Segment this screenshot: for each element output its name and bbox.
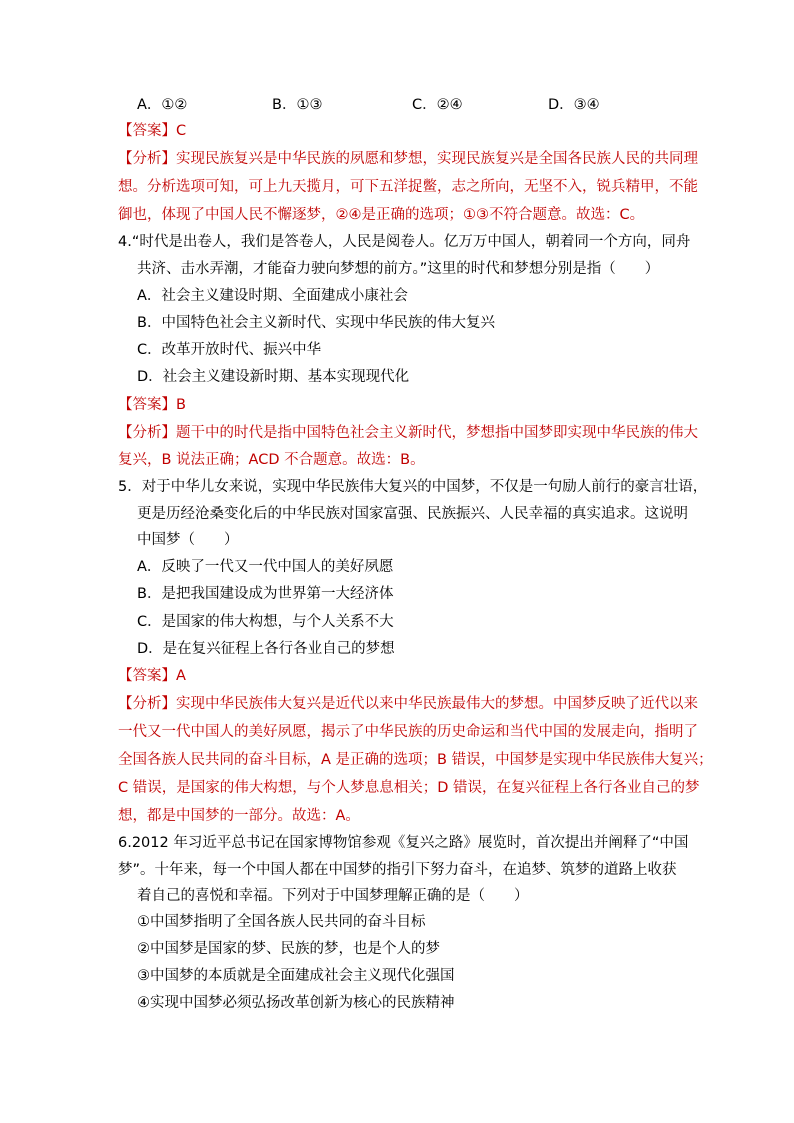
answer-value: A (176, 668, 186, 684)
q6-item-3: ③中国梦的本质就是全面建成社会主义现代化强国 (137, 968, 455, 984)
analysis-text: 题干中的时代是指中国特色社会主义新时代，梦想指中国梦即实现中华民族的伟大 (176, 425, 698, 441)
q5-option-a: A．反映了一代又一代中国人的美好夙愿 (137, 559, 394, 575)
q5-option-d: D．是在复兴征程上各行各业自己的梦想 (137, 641, 395, 657)
q3-option-c: C．②④ (412, 97, 463, 113)
q5-stem-line-2: 更是历经沧桑变化后的中华民族对国家富强、民族振兴、人民幸福的真实追求。这说明 (137, 506, 688, 522)
q3-option-b: B．①③ (272, 97, 323, 113)
q5-analysis-line-4: C 错误，是国家的伟大构想，与个人梦息息相关；D 错误，在复兴征程上各行各业自己的梦 (118, 780, 700, 796)
q5-analysis-line-2: 一代又一代中国人的美好夙愿，揭示了中华民族的历史命运和当代中国的发展走向，指明了 (118, 724, 698, 740)
q5-analysis-line-5: 想，都是中国梦的一部分。故选：A。 (118, 808, 360, 824)
q4-option-a: A．社会主义建设时期、全面建成小康社会 (137, 288, 408, 304)
q6-stem-line-3: 着自己的喜悦和幸福。下列对于中国梦理解正确的是（ ） (137, 888, 529, 904)
q5-stem-line-1: 5．对于中华儿女来说，实现中华民族伟大复兴的中国梦，不仅是一句励人前行的豪言壮语， (118, 479, 708, 495)
q6-item-2: ②中国梦是国家的梦、民族的梦，也是个人的梦 (137, 941, 440, 957)
q3-analysis-line-1 (118, 149, 698, 169)
q3-answer (118, 121, 186, 141)
q5-analysis-line-3: 全国各族人民共同的奋斗目标，A 是正确的选项；B 错误，中国梦是实现中华民族伟大复兴； (118, 752, 713, 768)
analysis-tag: 【分析】 (118, 696, 176, 712)
q4-option-b: B．中国特色社会主义新时代、实现中华民族的伟大复兴 (137, 315, 495, 331)
q5-answer (118, 666, 186, 686)
q4-stem-line-1: 4.“时代是出卷人，我们是答卷人，人民是阅卷人。亿万万中国人，朝着同一个方向，同舟 (118, 234, 691, 250)
q4-analysis-line-1 (118, 423, 698, 443)
answer-value: B (176, 397, 186, 413)
answer-tag: 【答案】 (118, 668, 176, 684)
answer-tag: 【答案】 (118, 397, 176, 413)
analysis-tag: 【分析】 (118, 425, 176, 441)
q3-analysis-line-3: 御也，体现了中国人民不懈逐梦，②④是正确的选项；①③不符合题意。故选：C。 (118, 207, 645, 223)
answer-tag: 【答案】 (118, 123, 176, 139)
answer-value: C (176, 123, 187, 139)
q3-analysis-line-2: 想。分析选项可知，可上九天揽月，可下五洋捉鳖，志之所向，无坚不入，锐兵精甲，不能 (118, 179, 698, 195)
analysis-text: 实现民族复兴是中华民族的夙愿和梦想，实现民族复兴是全国各民族人民的共同理 (176, 151, 698, 167)
q6-item-4: ④实现中国梦必须弘扬改革创新为核心的民族精神 (137, 995, 455, 1011)
q5-option-b: B．是把我国建设成为世界第一大经济体 (137, 586, 394, 602)
q3-option-d: D．③④ (548, 97, 600, 113)
q4-stem-line-2: 共济、击水弄潮，才能奋力驶向梦想的前方。”这里的时代和梦想分别是指（ ） (137, 261, 660, 277)
q6-stem-line-2: 梦”。十年来，每一个中国人都在中国梦的指引下努力奋斗，在追梦、筑梦的道路上收获 (118, 862, 677, 878)
q5-stem-line-3: 中国梦（ ） (137, 532, 239, 548)
q6-stem-line-1: 6.2012 年习近平总书记在国家博物馆参观《复兴之路》展览时，首次提出并阐释了“中国 (118, 835, 689, 851)
q4-option-d: D．社会主义建设新时期、基本实现现代化 (137, 369, 410, 385)
q4-analysis-line-2: 复兴，B 说法正确；ACD 不合题意。故选：B。 (118, 452, 425, 468)
q5-option-c: C．是国家的伟大构想，与个人关系不大 (137, 614, 394, 630)
q6-item-1: ①中国梦指明了全国各族人民共同的奋斗目标 (137, 914, 426, 930)
q4-option-c: C．改革开放时代、振兴中华 (137, 342, 322, 358)
analysis-text: 实现中华民族伟大复兴是近代以来中华民族最伟大的梦想。中国梦反映了近代以来 (176, 696, 698, 712)
q4-answer (118, 395, 186, 415)
q3-option-a: A．①② (137, 97, 188, 113)
analysis-tag: 【分析】 (118, 151, 176, 167)
q5-analysis-line-1 (118, 694, 698, 714)
